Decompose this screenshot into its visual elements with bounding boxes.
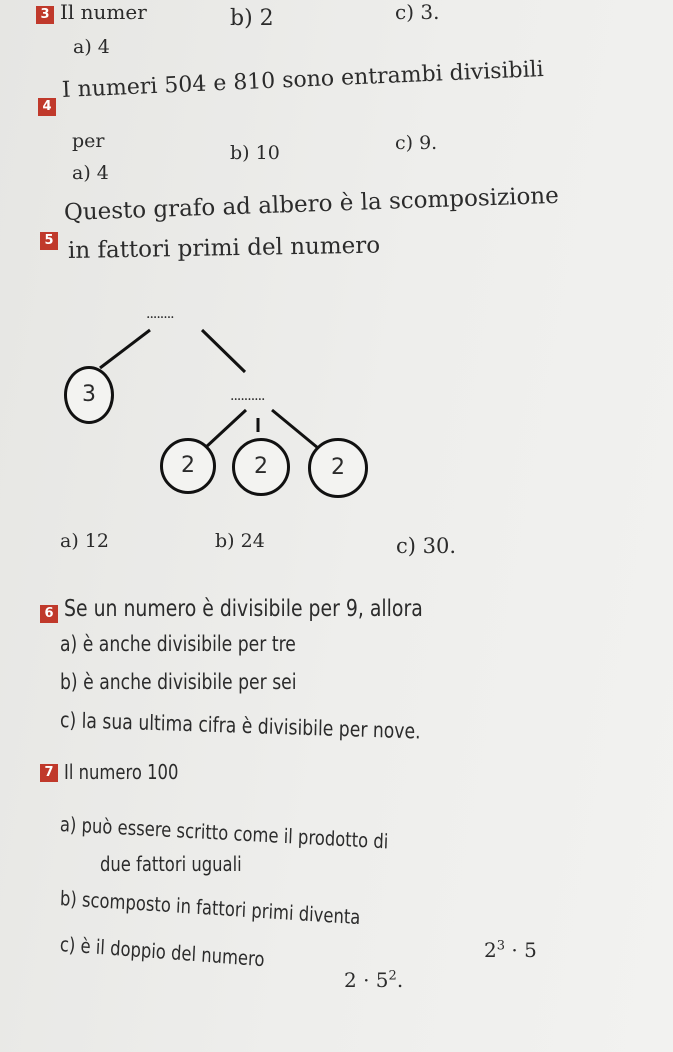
- q5-option-b: b) 24: [215, 530, 265, 552]
- q7-option-b: b) scomposto in fattori primi diventa: [59, 886, 361, 930]
- question-4-text: I numeri 504 e 810 sono entrambi divisibili: [61, 56, 545, 103]
- tree-leaf-2-second: 2: [232, 438, 290, 496]
- question-7-text: Il numero 100: [64, 760, 179, 784]
- question-4-text-cont: per: [72, 130, 105, 152]
- tree-middle-blank: ..........: [230, 388, 265, 404]
- question-number-5: 5: [40, 232, 58, 250]
- q4-option-c: c) 9.: [395, 132, 438, 154]
- q7-option-a-cont: due fattori uguali: [100, 852, 242, 876]
- q6-option-a: a) è anche divisibile per tre: [60, 632, 296, 656]
- q5-option-a: a) 12: [60, 530, 109, 552]
- question-number-4: 4: [38, 98, 56, 116]
- question-number-7: 7: [40, 764, 58, 782]
- tree-leaf-3: 3: [64, 366, 114, 424]
- question-6-text: Se un numero è divisibile per 9, allora: [64, 596, 423, 622]
- q7-option-b-expression: $2^3 \cdot 5$: [484, 938, 537, 962]
- q7-option-c: c) è il doppio del numero: [59, 932, 266, 972]
- q3-option-b: b) 2: [230, 6, 274, 31]
- q7-option-c-expression: $2 \cdot 5^2$.: [344, 968, 404, 992]
- q4-option-b: b) 10: [230, 142, 280, 164]
- q6-option-c: c) la sua ultima cifra è divisibile per nove.: [59, 708, 421, 744]
- question-5-text-cont: in fattori primi del numero: [67, 232, 381, 264]
- tree-leaf-2-first: 2: [160, 438, 216, 494]
- tree-leaf-2-third: 2: [308, 438, 368, 498]
- question-number-6: 6: [40, 605, 58, 623]
- q7-option-a: a) può essere scritto come il prodotto di: [59, 812, 389, 854]
- q3-option-a: a) 4: [73, 36, 110, 58]
- q5-option-c: c) 30.: [396, 534, 457, 558]
- tree-top-blank: ........: [146, 306, 174, 322]
- question-number-3: 3: [36, 6, 54, 24]
- q3-option-c: c) 3.: [395, 0, 440, 24]
- question-3-text: Il numer: [60, 0, 147, 24]
- question-5-text: Questo grafo ad albero è la scomposizione: [63, 182, 560, 226]
- q6-option-b: b) è anche divisibile per sei: [60, 670, 297, 694]
- q4-option-a: a) 4: [72, 162, 109, 184]
